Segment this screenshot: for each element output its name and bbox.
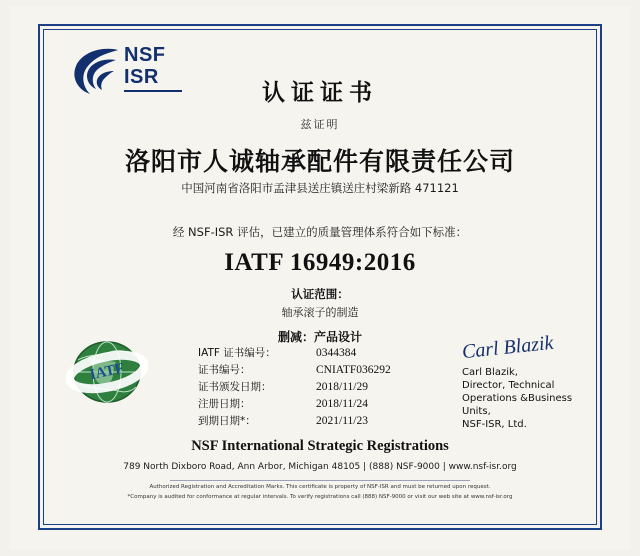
signatory-title-2: Operations &Business Units,	[462, 393, 573, 417]
iatf-globe-seal-icon	[66, 334, 148, 410]
detail-value: 2021/11/23	[316, 415, 368, 427]
detail-label: 到期日期*：	[198, 415, 256, 427]
detail-label: 注册日期：	[198, 398, 251, 410]
fine-print-line-1: Authorized Registration and Accreditation Marks. This certificate is property of NSF-ISR and must be returned upon request.	[149, 484, 491, 490]
signatory-details	[462, 366, 590, 431]
company-name: 洛阳市人诚轴承配件有限责任公司	[124, 147, 515, 176]
detail-row	[198, 397, 448, 412]
detail-value: CNIATF036292	[316, 364, 391, 376]
signature-mark: Carl Blazik	[460, 331, 555, 364]
assessment-statement: 经 NSF-ISR 评估，已建立的质量管理体系符合如下标准：	[172, 225, 468, 239]
exclusion-text: 删减：产品设计	[277, 330, 362, 344]
detail-label: 证书颁发日期：	[198, 381, 272, 393]
detail-label: IATF 证书编号：	[198, 347, 276, 359]
hereby-certify-text: 兹证明	[300, 118, 340, 131]
certificate-content	[50, 34, 590, 520]
certificate-details-table	[198, 346, 448, 431]
detail-row	[198, 363, 448, 378]
certificate-title: 认证证书	[262, 80, 378, 106]
signature-block	[460, 331, 590, 431]
issuer-address: 789 North Dixboro Road, Ann Arbor, Michigan 48105 | (888) NSF-9000 | www.nsf-isr.org	[123, 462, 517, 472]
detail-row	[198, 346, 448, 361]
footer-divider	[170, 480, 470, 481]
logo-isr-text: ISR	[124, 66, 159, 88]
logo-nsf-text: NSF	[124, 44, 166, 66]
signatory-name: Carl Blazik,	[462, 367, 518, 378]
scope-body: 轴承滚子的制造	[281, 306, 359, 319]
detail-row	[198, 414, 448, 429]
company-address: 中国河南省洛阳市孟津县送庄镇送庄村梁新路 471121	[181, 181, 459, 195]
fine-print-line-2: *Company is audited for conformance at regular intervals. To verify registrations call (888) NSF-9000 or visit our web site at www.nsf-isr.org	[127, 494, 513, 500]
scope-heading: 认证范围：	[291, 287, 349, 301]
svg-text:IATF: IATF	[88, 360, 126, 384]
detail-value: 2018/11/29	[316, 381, 368, 393]
signatory-org: NSF-ISR, Ltd.	[462, 419, 527, 430]
detail-value: 2018/11/24	[316, 398, 368, 410]
detail-row	[198, 380, 448, 395]
detail-value: 0344384	[316, 347, 357, 359]
issuing-organization: NSF International Strategic Registrations	[191, 438, 449, 454]
certificate-paper	[10, 6, 630, 550]
detail-label: 证书编号：	[198, 364, 251, 376]
standard-name: IATF 16949:2016	[224, 249, 416, 276]
signatory-title-1: Director, Technical	[462, 380, 555, 391]
